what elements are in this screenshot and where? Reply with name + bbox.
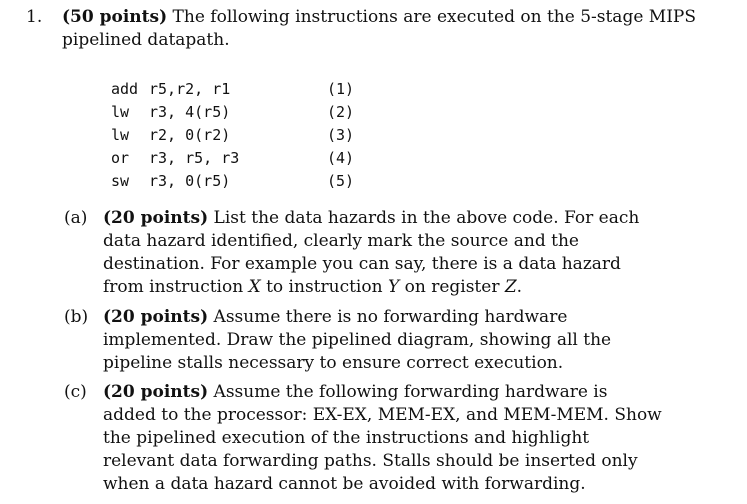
instruction-number: (5) xyxy=(327,172,355,190)
instruction-opcode: sw xyxy=(111,172,130,190)
instruction-opcode: add xyxy=(111,80,139,98)
code-line xyxy=(111,101,371,124)
code-line xyxy=(111,78,371,101)
problem-points: (50 points) xyxy=(62,7,168,27)
part-text: . xyxy=(516,277,523,297)
part-points: (20 points) xyxy=(103,307,209,327)
code-line xyxy=(111,147,371,170)
instruction-number: (2) xyxy=(327,103,355,121)
problem-text xyxy=(62,6,726,52)
code-line xyxy=(111,170,371,193)
part-text: Assume there is no forwarding hardware implemented. Draw the pipelined diagram, showing all the pipeline stalls necessary to ensure correct execution. xyxy=(103,307,612,373)
part-label: (a) xyxy=(64,208,88,228)
part-label: (b) xyxy=(64,307,89,327)
code-listing xyxy=(111,78,371,193)
instruction-operands: r5,r2, r1 xyxy=(149,80,231,98)
problem-number: 1. xyxy=(26,7,43,27)
instruction-opcode: lw xyxy=(111,126,130,144)
instruction-opcode: lw xyxy=(111,103,130,121)
part-text: on register xyxy=(399,277,505,297)
instruction-number: (1) xyxy=(327,80,355,98)
variable-x: X xyxy=(248,277,261,297)
part-points: (20 points) xyxy=(103,208,209,228)
variable-z: Z xyxy=(504,277,517,297)
part-a xyxy=(64,207,664,299)
instruction-operands: r2, 0(r2) xyxy=(149,126,231,144)
part-text: List the data hazards in the above code. For each data hazard identified, clearly mark the source and the destination. For example you can say, there is a data hazard from instruction xyxy=(103,208,640,297)
part-body xyxy=(103,381,664,496)
part-text: to instruction xyxy=(260,277,388,297)
part-body xyxy=(103,306,664,375)
variable-y: Y xyxy=(387,277,400,297)
part-text: Assume the following forwarding hardware is added to the processor: EX-EX, MEM-EX, and MEM-MEM. Show the pipelined execution of the instructions and highlight relevant data forwarding paths. Stalls should be inserted only when a data hazard cannot be avoided with forwarding. xyxy=(103,382,662,494)
instruction-number: (4) xyxy=(327,149,355,167)
problem-description: The following instructions are executed on the 5-stage MIPS pipelined datapath. xyxy=(62,7,696,50)
part-label: (c) xyxy=(64,382,87,402)
part-b xyxy=(64,306,664,375)
instruction-operands: r3, r5, r3 xyxy=(149,149,240,167)
part-c xyxy=(64,381,664,496)
instruction-number: (3) xyxy=(327,126,355,144)
instruction-operands: r3, 0(r5) xyxy=(149,172,231,190)
part-body xyxy=(103,207,664,299)
problem-statement xyxy=(26,6,726,52)
part-points: (20 points) xyxy=(103,382,209,402)
code-line xyxy=(111,124,371,147)
instruction-operands: r3, 4(r5) xyxy=(149,103,231,121)
instruction-opcode: or xyxy=(111,149,130,167)
